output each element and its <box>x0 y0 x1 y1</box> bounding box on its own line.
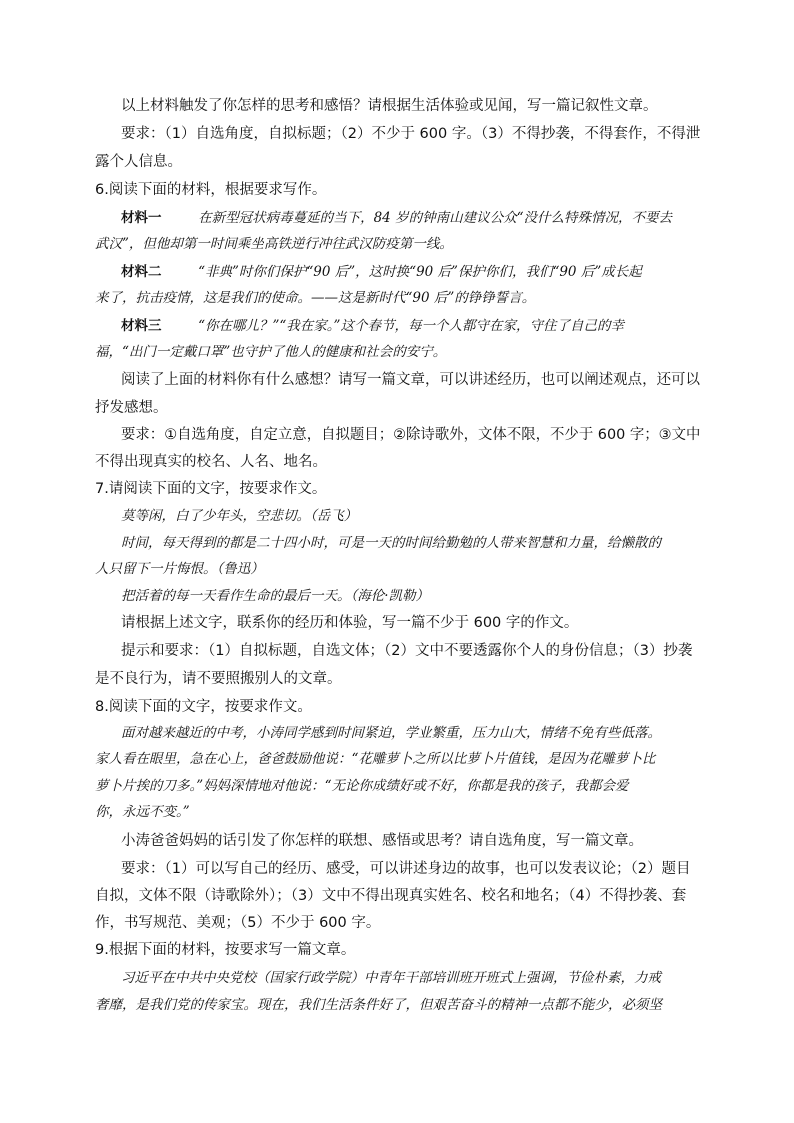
material-3 <box>121 316 624 336</box>
question-6-prompt: 阅读了上面的材料你有什么感想？请写一篇文章，可以讲述经历，也可以阐述观点，还可以 <box>121 372 701 388</box>
question-6-heading: 6.阅读下面的材料，根据要求写作。 <box>95 182 327 198</box>
question-7-requirement: 提示和要求：（1）自拟标题，自选文体；（2）文中不要透露你个人的身份信息；（3）抄袭 <box>121 643 693 659</box>
material-1 <box>121 208 672 228</box>
intro-requirement-cont: 露个人信息。 <box>95 154 182 170</box>
material-2-label: 材料二 <box>121 264 162 280</box>
question-6-requirement-cont: 不得出现真实的校名、人名、地名。 <box>95 454 327 470</box>
question-6-requirement: 要求：①自选角度，自定立意，自拟题目；②除诗歌外，文体不限，不少于 600 字；③文中 <box>121 427 701 443</box>
material-3-text: “你在哪儿？”“我在家。”这个春节，每一个人都守在家，守住了自己的幸 <box>198 318 624 334</box>
question-8-requirement: 要求：（1）可以写自己的经历、感受，可以讲述身边的故事，也可以发表议论；（2）题目 <box>121 861 691 877</box>
question-8-material-3: 萝卜片挨的刀多。”妈妈深情地对他说：“无论你成绩好或不好，你都是我的孩子，我都会爱 <box>95 778 629 794</box>
question-8-requirement-2: 自拟，文体不限（诗歌除外）；（3）文中不得出现真实姓名、校名和地名；（4）不得抄袭、套 <box>95 888 687 904</box>
material-2 <box>121 262 642 282</box>
question-9-material: 习近平在中共中央党校（国家行政学院）中青年干部培训班开班式上强调，节俭朴素，力戒 <box>121 970 661 986</box>
question-8-heading: 8.阅读下面的文字，按要求作文。 <box>95 699 312 715</box>
question-7-heading: 7.请阅读下面的文字，按要求作文。 <box>95 481 327 497</box>
question-6-prompt-cont: 抒发感想。 <box>95 400 168 416</box>
quote-2: 时间，每天得到的都是二十四小时，可是一天的时间给勤勉的人带来智慧和力量，给懒散的 <box>121 535 661 551</box>
question-9-heading: 9.根据下面的材料，按要求写一篇文章。 <box>95 942 356 958</box>
material-1-cont: 武汉”，但他却第一时间乘坐高铁逆行冲往武汉防疫第一线。 <box>95 236 453 252</box>
question-8-material-2: 家人看在眼里，急在心上，爸爸鼓励他说：“花雕萝卜之所以比萝卜片值钱，是因为花雕萝卜比 <box>95 751 656 767</box>
material-1-text: 在新型冠状病毒蔓延的当下，84 岁的钟南山建议公众“没什么特殊情况，不要去 <box>198 210 672 226</box>
quote-2-cont: 人只留下一片悔恨。（鲁迅） <box>95 561 264 577</box>
question-7-requirement-cont: 是不良行为，请不要照搬别人的文章。 <box>95 671 342 687</box>
intro-requirement: 要求：（1）自选角度，自拟标题；（2）不少于 600 字。（3）不得抄袭，不得套作，不得泄 <box>121 126 701 142</box>
question-7-prompt: 请根据上述文字，联系你的经历和体验，写一篇不少于 600 字的作文。 <box>121 615 579 631</box>
question-9-material-2: 奢靡，是我们党的传家宝。现在，我们生活条件好了，但艰苦奋斗的精神一点都不能少，必须坚 <box>95 997 662 1013</box>
question-8-prompt: 小涛爸爸妈妈的话引发了你怎样的联想、感悟或思考？请自选角度，写一篇文章。 <box>121 833 643 849</box>
material-2-cont: 来了，抗击疫情，这是我们的使命。——这是新时代“90 后”的铮铮誓言。 <box>95 290 536 306</box>
question-8-material: 面对越来越近的中考，小涛同学感到时间紧迫，学业繁重，压力山大，情绪不免有些低落。 <box>121 725 661 741</box>
quote-3: 把活着的每一天看作生命的最后一天。（海伦·凯勒） <box>121 588 430 604</box>
question-8-requirement-3: 作，书写规范、美观；（5）不少于 600 字。 <box>95 915 381 931</box>
material-1-label: 材料一 <box>121 210 162 226</box>
intro-paragraph: 以上材料触发了你怎样的思考和感悟？请根据生活体验或见闻，写一篇记叙性文章。 <box>121 98 658 114</box>
material-3-label: 材料三 <box>121 318 162 334</box>
quote-1: 莫等闲，白了少年头，空悲切。（岳飞） <box>121 508 358 524</box>
question-8-material-4: 你，永远不变。” <box>95 804 190 820</box>
material-3-cont: 福，“出门一定戴口罩”也守护了他人的健康和社会的安宁。 <box>95 344 447 360</box>
material-2-text: “非典”时你们保护“90 后”，这时换“90 后”保护你们，我们“90 后”成长起 <box>198 264 642 280</box>
